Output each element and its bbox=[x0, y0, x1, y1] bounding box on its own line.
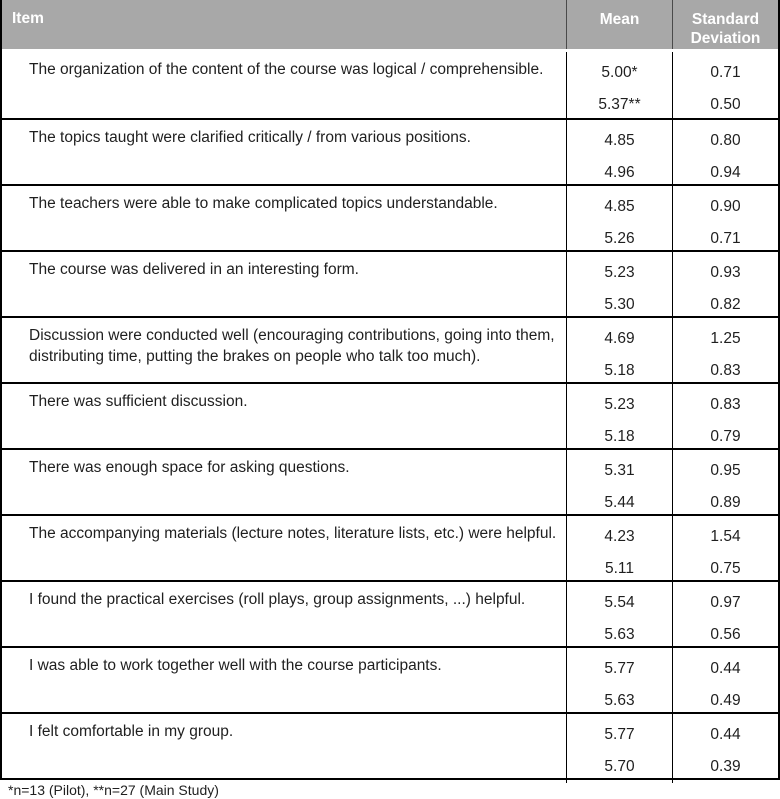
mean-value-pilot: 4.69 bbox=[604, 330, 635, 347]
mean-cell bbox=[566, 120, 672, 189]
sd-cell bbox=[672, 318, 778, 387]
table-row bbox=[2, 580, 778, 646]
item-cell: I felt comfortable in my group. bbox=[29, 723, 234, 740]
sd-value-main: 0.50 bbox=[710, 96, 741, 113]
table-body bbox=[2, 52, 778, 778]
sd-value-main: 0.89 bbox=[710, 494, 741, 511]
mean-value-main: 5.30 bbox=[604, 296, 635, 313]
mean-value-main: 5.11 bbox=[604, 560, 635, 577]
item-cell: The course was delivered in an interesting form. bbox=[29, 261, 359, 278]
sd-cell bbox=[672, 450, 778, 519]
sd-value-pilot: 0.93 bbox=[710, 264, 741, 281]
table-row bbox=[2, 646, 778, 712]
table-footnote: *n=13 (Pilot), **n=27 (Main Study) bbox=[8, 782, 219, 798]
mean-value-main: 5.63 bbox=[604, 692, 635, 709]
table-row bbox=[2, 52, 778, 118]
mean-value-main: 5.70 bbox=[604, 758, 635, 775]
item-cell: The teachers were able to make complicated topics understandable. bbox=[29, 195, 498, 212]
sd-value-main: 0.49 bbox=[710, 692, 741, 709]
item-cell: There was sufficient discussion. bbox=[29, 393, 248, 410]
sd-value-main: 0.82 bbox=[710, 296, 741, 313]
mean-cell bbox=[566, 582, 672, 651]
table-row bbox=[2, 514, 778, 580]
table-row bbox=[2, 712, 778, 778]
mean-value-pilot: 5.54 bbox=[604, 594, 635, 611]
sd-cell bbox=[672, 384, 778, 453]
mean-value-main: 5.18 bbox=[604, 362, 635, 379]
item-cell: The topics taught were clarified critically / from various positions. bbox=[29, 129, 471, 146]
table-row bbox=[2, 250, 778, 316]
mean-cell bbox=[566, 648, 672, 717]
item-cell: There was enough space for asking questions. bbox=[29, 459, 350, 476]
mean-cell bbox=[566, 516, 672, 585]
mean-value-main: 5.44 bbox=[604, 494, 635, 511]
mean-value-pilot: 5.31 bbox=[604, 462, 635, 479]
mean-value-pilot: 5.23 bbox=[604, 396, 635, 413]
sd-cell bbox=[672, 186, 778, 255]
mean-cell bbox=[566, 252, 672, 321]
sd-cell bbox=[672, 516, 778, 585]
mean-value-pilot: 4.85 bbox=[604, 198, 635, 215]
mean-cell bbox=[566, 186, 672, 255]
table-row bbox=[2, 448, 778, 514]
table-row bbox=[2, 316, 778, 382]
mean-cell bbox=[566, 450, 672, 519]
sd-value-pilot: 0.80 bbox=[710, 132, 741, 149]
sd-value-pilot: 0.90 bbox=[710, 198, 741, 215]
table-row bbox=[2, 382, 778, 448]
sd-cell bbox=[672, 120, 778, 189]
mean-value-pilot: 4.23 bbox=[604, 528, 635, 545]
sd-cell bbox=[672, 714, 778, 783]
sd-cell bbox=[672, 52, 778, 121]
sd-value-main: 0.56 bbox=[710, 626, 741, 643]
mean-value-pilot: 5.23 bbox=[604, 264, 635, 281]
mean-value-pilot: 5.77 bbox=[604, 660, 635, 677]
item-cell: The accompanying materials (lecture notes, literature lists, etc.) were helpful. bbox=[29, 525, 557, 542]
sd-value-main: 0.79 bbox=[710, 428, 741, 445]
item-cell: Discussion were conducted well (encouraging contributions, going into them, distributing time, putting the brakes on people who talk too much). bbox=[29, 327, 555, 365]
sd-value-pilot: 0.97 bbox=[710, 594, 741, 611]
mean-value-main: 5.18 bbox=[604, 428, 635, 445]
sd-value-pilot: 0.44 bbox=[710, 660, 741, 677]
mean-cell bbox=[566, 384, 672, 453]
sd-value-pilot: 0.83 bbox=[710, 396, 741, 413]
table-row bbox=[2, 118, 778, 184]
mean-value-main: 5.63 bbox=[604, 626, 635, 643]
header-standard-deviation: Standard Deviation bbox=[672, 0, 778, 49]
item-cell: I found the practical exercises (roll plays, group assignments, ...) helpful. bbox=[29, 591, 526, 608]
mean-cell bbox=[566, 52, 672, 121]
sd-value-main: 0.75 bbox=[710, 560, 741, 577]
table-row bbox=[2, 184, 778, 250]
sd-value-pilot: 0.95 bbox=[710, 462, 741, 479]
mean-value-main: 5.26 bbox=[604, 230, 635, 247]
sd-value-main: 0.39 bbox=[710, 758, 741, 775]
sd-value-pilot: 0.44 bbox=[710, 726, 741, 743]
sd-value-main: 0.94 bbox=[710, 164, 741, 181]
header-item: Item bbox=[12, 10, 44, 27]
mean-value-pilot: 4.85 bbox=[604, 132, 635, 149]
header-mean: Mean bbox=[566, 0, 672, 49]
sd-value-main: 0.71 bbox=[710, 230, 741, 247]
sd-cell bbox=[672, 648, 778, 717]
item-cell: The organization of the content of the course was logical / comprehensible. bbox=[29, 61, 544, 78]
sd-cell bbox=[672, 252, 778, 321]
sd-value-pilot: 1.25 bbox=[710, 330, 741, 347]
mean-value-pilot: 5.00* bbox=[601, 64, 638, 81]
sd-value-pilot: 1.54 bbox=[710, 528, 741, 545]
mean-cell bbox=[566, 714, 672, 783]
table-header-row bbox=[2, 0, 778, 52]
item-cell: I was able to work together well with the course participants. bbox=[29, 657, 442, 674]
mean-value-main: 4.96 bbox=[604, 164, 635, 181]
sd-value-main: 0.83 bbox=[710, 362, 741, 379]
sd-cell bbox=[672, 582, 778, 651]
mean-value-pilot: 5.77 bbox=[604, 726, 635, 743]
mean-value-main: 5.37** bbox=[598, 96, 641, 113]
mean-cell bbox=[566, 318, 672, 387]
sd-value-pilot: 0.71 bbox=[710, 64, 741, 81]
